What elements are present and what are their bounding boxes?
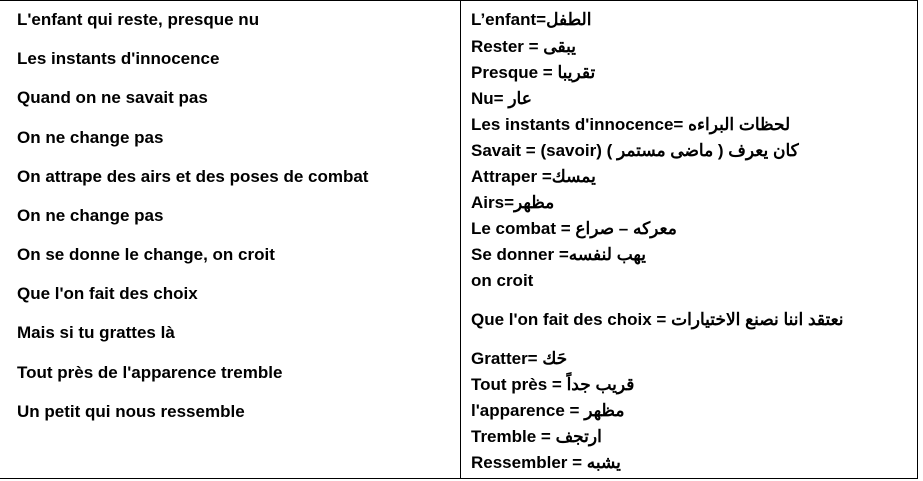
lyric-line: Quand on ne savait pas bbox=[17, 88, 208, 107]
vocab-arabic: يمسك bbox=[551, 167, 596, 186]
vocab-arabic: تقريبا bbox=[557, 63, 596, 82]
vocab-entry bbox=[471, 219, 677, 239]
vocab-entry bbox=[471, 37, 576, 57]
vocab-french: L’enfant= bbox=[471, 10, 547, 29]
vocab-french: Tout près = bbox=[471, 375, 567, 394]
lyric-line: Mais si tu grattes là bbox=[17, 323, 175, 342]
lyric-line: Les instants d'innocence bbox=[17, 49, 220, 68]
column-divider bbox=[460, 1, 461, 478]
vocab-entry bbox=[471, 115, 790, 135]
vocab-entry bbox=[471, 89, 532, 109]
vocab-entry bbox=[471, 193, 554, 213]
vocab-entry bbox=[471, 453, 621, 473]
vocab-french: Airs= bbox=[471, 193, 514, 212]
vocab-french: Les instants d'innocence= bbox=[471, 115, 689, 134]
vocab-french: Ressembler = bbox=[471, 453, 587, 472]
lyric-line: L'enfant qui reste, presque nu bbox=[17, 10, 260, 29]
vocab-arabic: مظهر bbox=[584, 401, 625, 420]
lyric-line: Tout près de l'apparence tremble bbox=[17, 363, 283, 382]
vocab-arabic: حَك bbox=[542, 349, 568, 368]
vocab-french: Tremble = bbox=[471, 427, 556, 446]
vocab-arabic: عار bbox=[508, 89, 532, 108]
vocab-entry bbox=[471, 10, 591, 30]
lyric-line: Que l'on fait des choix bbox=[17, 284, 198, 303]
vocab-entry bbox=[471, 63, 595, 83]
vocab-entry bbox=[471, 427, 602, 447]
vocab-french: Attraper = bbox=[471, 167, 552, 186]
vocab-french: Se donner = bbox=[471, 245, 569, 264]
lyric-line: On attrape des airs et des poses de combat bbox=[17, 167, 369, 186]
vocab-french: Rester = bbox=[471, 37, 544, 56]
vocab-entry bbox=[471, 271, 533, 291]
vocab-entry bbox=[471, 245, 646, 265]
vocab-arabic: الطفل bbox=[546, 10, 592, 29]
vocab-french: Le combat = bbox=[471, 219, 576, 238]
vocab-french: l'apparence = bbox=[471, 401, 585, 420]
vocab-arabic: يهب لنفسه bbox=[568, 245, 646, 264]
vocab-french: on croit bbox=[471, 271, 534, 290]
vocab-french: Presque = bbox=[471, 63, 558, 82]
vocab-arabic: يشبه bbox=[586, 453, 621, 472]
vocab-french: Savait = (savoir) bbox=[471, 141, 607, 160]
vocab-entry bbox=[471, 349, 567, 369]
vocab-french: Que l'on fait des choix = bbox=[471, 310, 672, 329]
vocab-arabic: ارتجف bbox=[555, 427, 602, 446]
lyric-line: Un petit qui nous ressemble bbox=[17, 402, 245, 421]
vocabulary-column bbox=[471, 1, 911, 478]
lyric-line: On ne change pas bbox=[17, 128, 164, 147]
vocab-arabic: معركه – صراع bbox=[575, 219, 677, 238]
vocab-arabic: مظهر bbox=[514, 193, 555, 212]
vocab-entry bbox=[471, 401, 624, 421]
vocab-entry bbox=[471, 141, 799, 161]
lyric-line: On ne change pas bbox=[17, 206, 164, 225]
lyrics-column bbox=[17, 1, 455, 478]
vocab-arabic: لحظات البراءه bbox=[688, 115, 791, 134]
lyric-line: On se donne le change, on croit bbox=[17, 245, 275, 264]
vocab-arabic: نعتقد اننا نصنع الاختيارات bbox=[671, 310, 844, 329]
vocab-entry bbox=[471, 167, 596, 187]
vocab-arabic: كان يعرف ( ماضى مستمر ) bbox=[606, 141, 799, 160]
vocab-french: Nu= bbox=[471, 89, 509, 108]
vocab-french: Gratter= bbox=[471, 349, 543, 368]
vocab-arabic: يبقى bbox=[543, 37, 576, 56]
vocab-entry bbox=[471, 310, 844, 330]
vocab-entry bbox=[471, 375, 634, 395]
vocab-arabic: قريب جداً bbox=[566, 375, 635, 394]
